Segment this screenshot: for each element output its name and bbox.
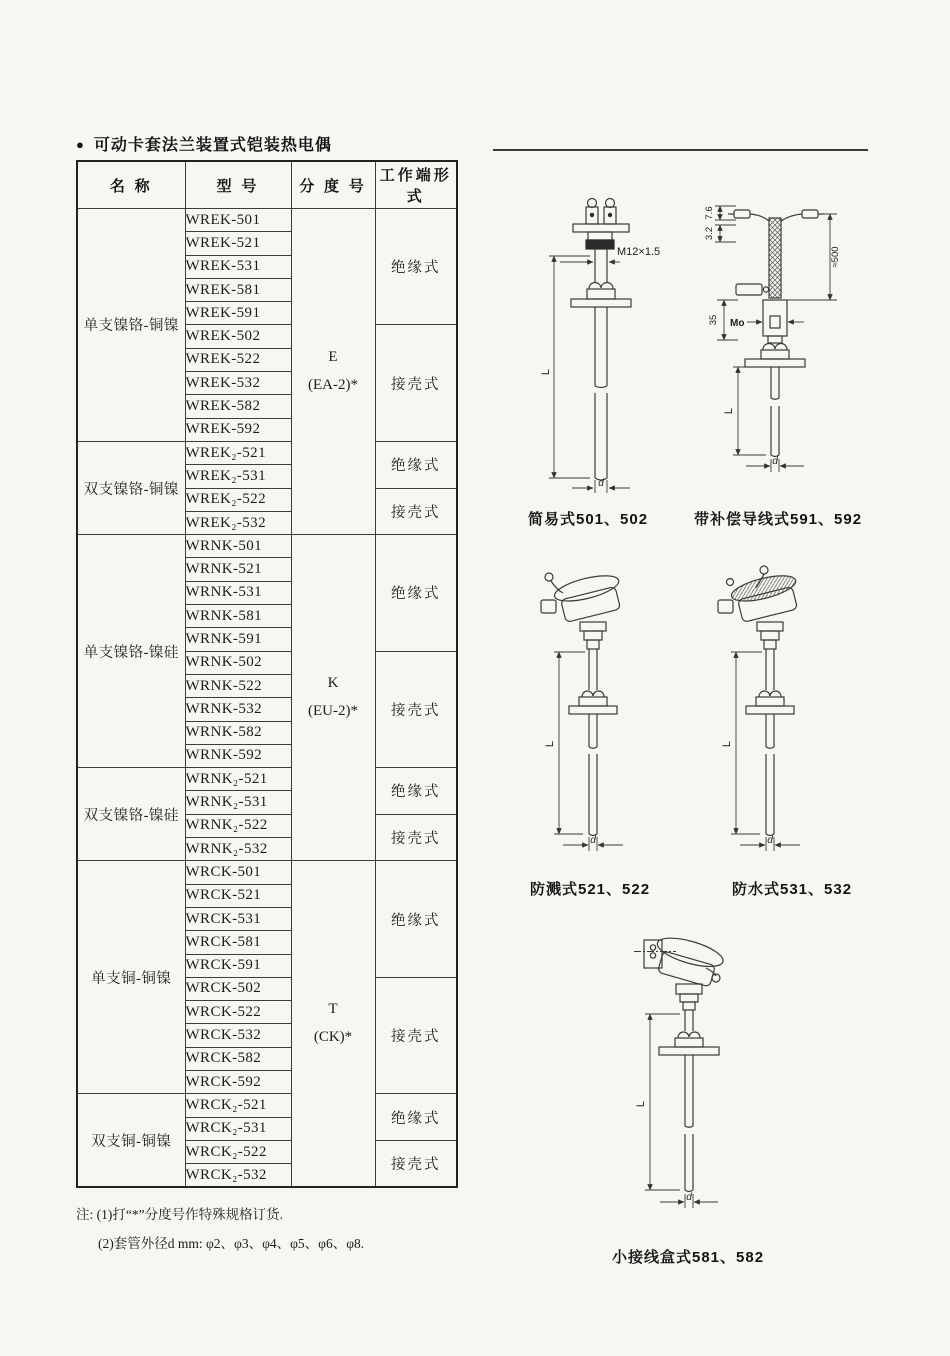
figure-splash-proof-drawing [505,562,680,872]
table-row [77,535,457,558]
dim-label-diameter: d [767,835,773,846]
graduation-letter: E [328,349,338,366]
dim-label-neck: 35 [708,314,719,326]
graduation-letter: T [328,1001,338,1018]
figure-compensating-lead-drawing [690,170,880,480]
spec-table-wrap [76,160,458,1188]
name-cell: 双支镍铬-铜镍 [77,441,185,534]
table-row [77,441,457,464]
model-cell: WREK-531 [185,255,291,278]
table-header-row [77,161,457,209]
model-cell: WRNK-501 [185,535,291,558]
junction-type-cell: 绝缘式 [375,209,457,325]
dim-label-length: L [540,368,552,376]
model-cell: WRNK₂-522 [185,814,291,837]
model-cell: WREK-522 [185,348,291,371]
dim-label-length: L [721,740,733,748]
junction-type-cell: 绝缘式 [375,768,457,815]
model-cell: WREK-501 [185,209,291,232]
junction-type-cell: 绝缘式 [375,861,457,977]
graduation-cell [291,535,375,861]
dim-label-sleeve: Mo [730,318,745,329]
model-cell: WRCK₂-522 [185,1140,291,1163]
model-cell: WRNK-581 [185,605,291,628]
model-cell: WREK-532 [185,372,291,395]
dim-label-length: L [544,740,556,748]
model-cell: WRCK₂-521 [185,1094,291,1117]
model-cell: WRNK-522 [185,674,291,697]
model-cell: WREK₂-522 [185,488,291,511]
figure-waterproof-drawing [682,562,857,872]
column-header: 名 称 [77,161,185,209]
figure-caption-splash-proof: 防溅式521、522 [530,881,651,898]
model-cell: WREK-592 [185,418,291,441]
junction-type-cell: 接壳式 [375,814,457,861]
model-cell: WRNK-531 [185,581,291,604]
figure-caption-compensating: 带补偿导线式591、592 [694,511,863,528]
junction-type-cell: 接壳式 [375,651,457,767]
figure-caption-waterproof: 防水式531、532 [732,881,853,898]
model-cell: WRNK-502 [185,651,291,674]
thermocouple-body-sketch [571,199,631,481]
dim-label-length: L [723,407,735,415]
model-cell: WRNK₂-521 [185,768,291,791]
name-cell: 单支镍铬-铜镍 [77,209,185,442]
model-cell: WREK-581 [185,278,291,301]
model-cell: WRNK-592 [185,744,291,767]
footnote-1: 注: (1)打“*”分度号作特殊规格订货. [76,1207,283,1222]
figure-simple-type-drawing [520,190,680,502]
spec-table [76,160,458,1188]
graduation-cell [291,209,375,535]
model-cell: WREK-582 [185,395,291,418]
model-cell: WRCK-531 [185,907,291,930]
graduation-note: (CK)* [313,1029,353,1046]
dim-label-diameter: d [686,1192,692,1203]
column-header: 型 号 [185,161,291,209]
junction-type-cell: 接壳式 [375,977,457,1093]
footnote-2: (2)套管外径d mm: φ2、φ3、φ4、φ5、φ6、φ8. [98,1236,365,1251]
model-cell: WRCK-581 [185,931,291,954]
top-divider-rule [493,149,868,151]
name-cell: 单支镍铬-镍硅 [77,535,185,768]
junction-type-cell: 接壳式 [375,1140,457,1187]
table-row [77,861,457,884]
graduation-cell [291,861,375,1187]
model-cell: WRCK₂-532 [185,1164,291,1187]
model-cell: WREK-521 [185,232,291,255]
name-cell: 双支镍铬-镍硅 [77,768,185,861]
table-row [77,1094,457,1117]
dim-label-thread: M12×1.5 [617,246,661,258]
bullet-icon: ● [76,137,85,152]
page-title [76,132,332,155]
thermocouple-body-sketch [728,210,824,457]
junction-type-cell: 绝缘式 [375,535,457,651]
figure-caption-small-junction-box: 小接线盒式581、582 [612,1249,765,1266]
model-cell: WRCK-501 [185,861,291,884]
junction-type-cell: 绝缘式 [375,441,457,488]
thermocouple-body-sketch [541,571,625,836]
thermocouple-body-sketch [718,566,802,836]
dim-label-diameter: d [772,456,778,467]
model-cell: WRNK₂-531 [185,791,291,814]
name-cell: 双支铜-铜镍 [77,1094,185,1187]
junction-type-cell: 接壳式 [375,325,457,441]
thermocouple-body-sketch [644,932,726,1191]
model-cell: WREK₂-532 [185,511,291,534]
model-cell: WRCK-591 [185,954,291,977]
model-cell: WREK₂-521 [185,441,291,464]
table-row [77,209,457,232]
model-cell: WRCK-592 [185,1070,291,1093]
column-header: 工作端形式 [375,161,457,209]
dim-label-diameter: d [590,835,596,846]
dim-label-lug: 7.6 [704,206,715,220]
name-cell: 单支铜-铜镍 [77,861,185,1094]
footnotes [76,1203,364,1252]
model-cell: WRCK-521 [185,884,291,907]
model-cell: WREK₂-531 [185,465,291,488]
dim-label-gap: 3.2 [704,226,715,241]
dimension-lines [549,256,630,493]
model-cell: WRCK-522 [185,1001,291,1024]
figure-caption-simple: 简易式501、502 [528,511,649,528]
graduation-note: (EA-2)* [308,377,358,394]
model-cell: WREK-502 [185,325,291,348]
column-header: 分 度 号 [291,161,375,209]
model-cell: WRNK-591 [185,628,291,651]
model-cell: WRNK₂-532 [185,838,291,861]
dim-label-lead-length: ≈500 [830,246,841,268]
junction-type-cell: 接壳式 [375,488,457,535]
model-cell: WRCK-532 [185,1024,291,1047]
page-title-text: 可动卡套法兰装置式铠装热电偶 [93,137,332,154]
model-cell: WRNK-582 [185,721,291,744]
model-cell: WREK-591 [185,302,291,325]
model-cell: WRCK₂-531 [185,1117,291,1140]
model-cell: WRNK-532 [185,698,291,721]
model-cell: WRCK-502 [185,977,291,1000]
model-cell: WRNK-521 [185,558,291,581]
figure-small-junction-box-drawing [600,928,790,1238]
dim-label-length: L [635,1100,647,1108]
table-row [77,768,457,791]
graduation-letter: K [327,675,339,692]
junction-type-cell: 绝缘式 [375,1094,457,1141]
model-cell: WRCK-582 [185,1047,291,1070]
dim-label-diameter: d [598,478,604,489]
graduation-note: (EU-2)* [308,703,358,720]
